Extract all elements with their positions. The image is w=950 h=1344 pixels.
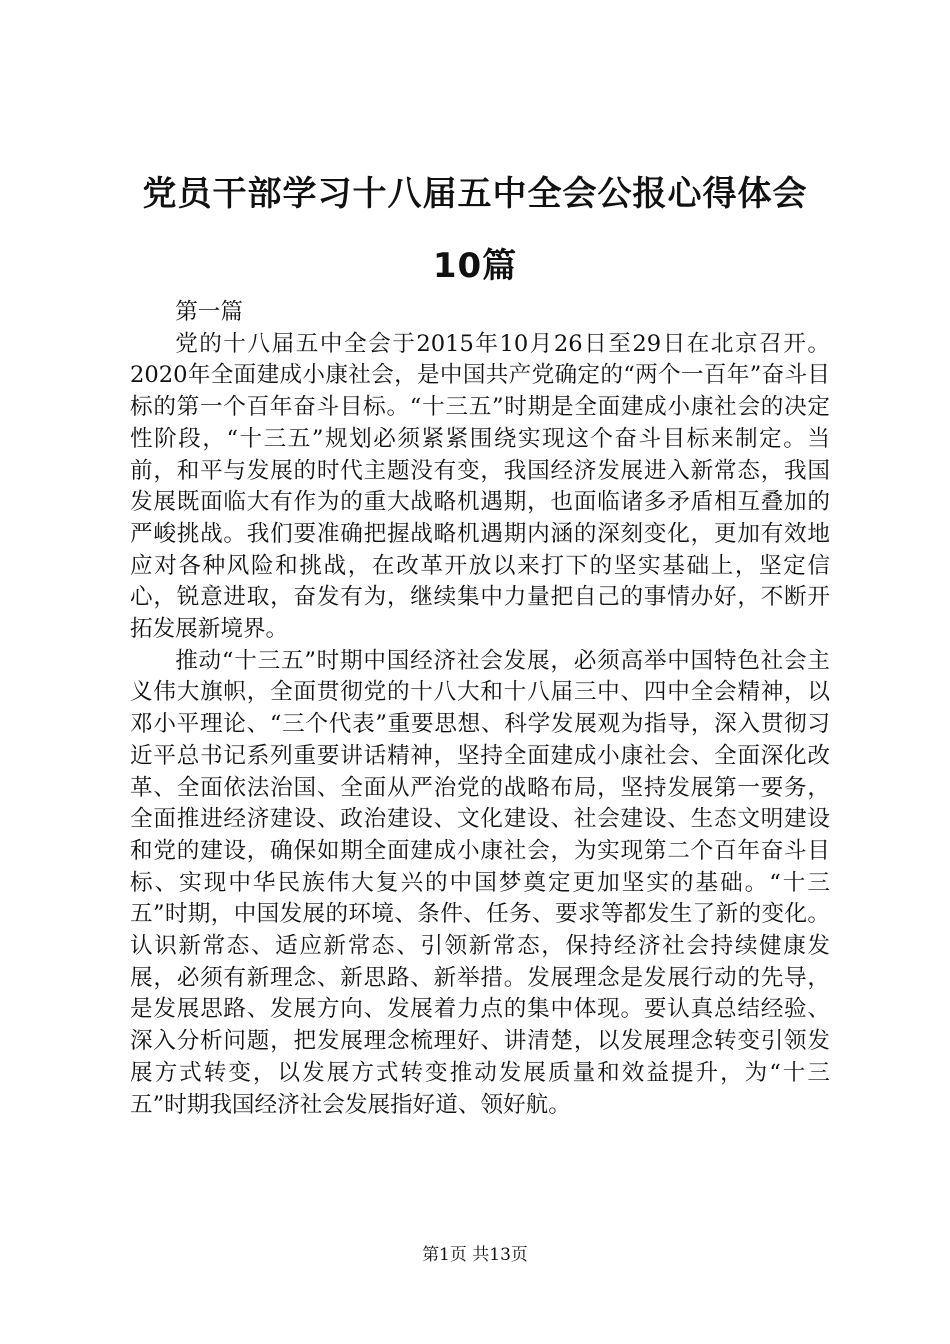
paragraph-2: 推动“十三五”时期中国经济社会发展，必须高举中国特色社会主义伟大旗帜，全面贯彻党的十八大和十八届三中、四中全会精神，以邓小平理论、“三个代表”重要思想、科学发展观为指导，深入贯彻习近平总书记系列重要讲话精神，坚持全面建成小康社会、全面深化改革、全面依法治国、全面从严治党的战略布局，坚持发展第一要务，全面推进经济建设、政治建设、文化建设、社会建设、生态文明建设和党的建设，确保如期全面建成小康社会，为实现第二个百年奋斗目标、实现中华民族伟大复兴的中国梦奠定更加坚实的基础。“十三五”时期，中国发展的环境、条件、任务、要求等都发生了新的变化。认识新常态、适应新常态、引领新常态，保持经济社会持续健康发展，必须有新理念、新思路、新举措。发展理念是发展行动的先导，是发展思路、发展方向、发展着力点的集中体现。要认真总结经验、深入分析问题，把发展理念梳理好、讲清楚，以发展理念转变引领发展方式转变，以发展方式转变推动发展质量和效益提升，为“十三五”时期我国经济社会发展指好道、领好航。 (130, 647, 830, 1118)
title-line-2: 10篇 (432, 246, 518, 286)
paragraph-1: 党的十八届五中全会于2015年10月26日至29日在北京召开。2020年全面建成小康社会，是中国共产党确定的“两个一百年”奋斗目标的第一个百年奋斗目标。“十三五”时期是全面建成小康社会的决定性阶段，“十三五”规划必须紧紧围绕实现这个奋斗目标来制定。当前，和平与发展的时代主题没有变，我国经济发展进入新常态，我国发展既面临大有作为的重大战略机遇期，也面临诸多矛盾相互叠加的严峻挑战。我们要准确把握战略机遇期内涵的深刻变化，更加有效地应对各种风险和挑战，在改革开放以来打下的坚实基础上，坚定信心，锐意进取，奋发有为，继续集中力量把自己的事情办好，不断开拓发展新境界。 (130, 330, 830, 643)
document-title (120, 158, 830, 302)
title-line-1: 党员干部学习十八届五中全会公报心得体会 (142, 174, 808, 214)
section-heading: 第一篇 (175, 299, 243, 325)
document-body (130, 297, 830, 1121)
page-footer: 第1页 共13页 (422, 1245, 528, 1265)
